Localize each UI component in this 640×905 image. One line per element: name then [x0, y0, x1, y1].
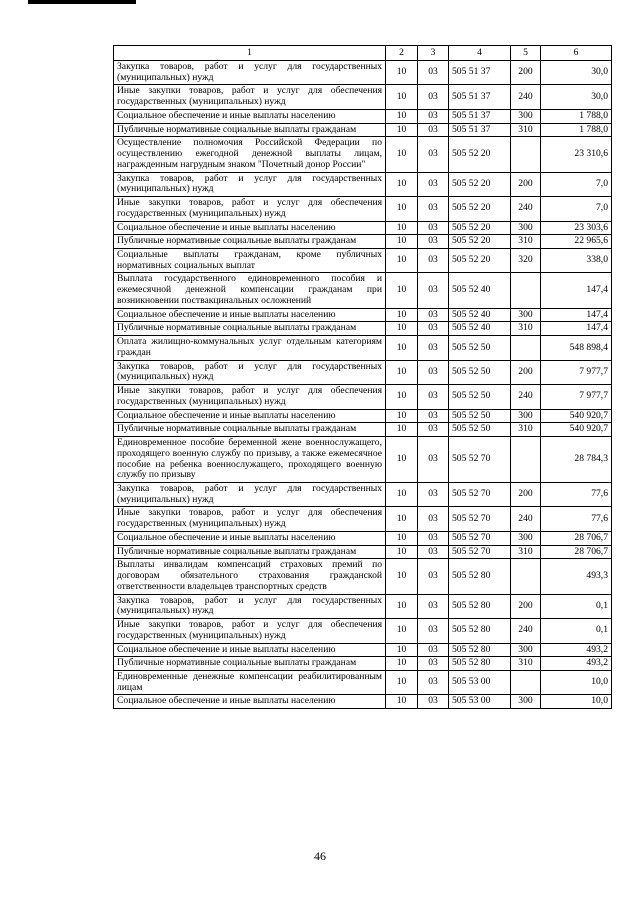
row-target-article-cell: 505 52 50: [449, 360, 511, 384]
table-row: [114, 594, 612, 618]
row-name-cell: Закупка товаров, работ и услуг для государственных (муниципальных) нужд: [114, 61, 386, 85]
row-section-cell: 10: [386, 137, 418, 172]
row-subsection-cell: 03: [418, 437, 449, 483]
table-row: [114, 273, 612, 308]
row-amount-cell: 7 977,7: [541, 360, 612, 384]
row-subsection-cell: 03: [418, 695, 449, 709]
row-subsection-cell: 03: [418, 531, 449, 545]
header-col-expense-type: 5: [511, 46, 541, 61]
row-section-cell: 10: [386, 197, 418, 221]
row-name-cell: Единовременные денежные компенсации реабилитированным лицам: [114, 670, 386, 694]
table-row: [114, 643, 612, 657]
table-row: [114, 385, 612, 409]
table-row: [114, 409, 612, 423]
row-expense-type-cell: 320: [511, 249, 541, 273]
header-col-section: 2: [386, 46, 418, 61]
row-section-cell: 10: [386, 385, 418, 409]
row-section-cell: 10: [386, 594, 418, 618]
row-subsection-cell: 03: [418, 137, 449, 172]
row-expense-type-cell: [511, 137, 541, 172]
row-amount-cell: 7 977,7: [541, 385, 612, 409]
row-section-cell: 10: [386, 437, 418, 483]
row-section-cell: 10: [386, 531, 418, 545]
row-section-cell: 10: [386, 85, 418, 109]
row-target-article-cell: 505 51 37: [449, 109, 511, 123]
row-subsection-cell: 03: [418, 482, 449, 506]
row-target-article-cell: 505 52 20: [449, 172, 511, 196]
row-expense-type-cell: 240: [511, 619, 541, 643]
row-target-article-cell: 505 53 00: [449, 695, 511, 709]
row-expense-type-cell: 240: [511, 385, 541, 409]
row-name-cell: Закупка товаров, работ и услуг для государственных (муниципальных) нужд: [114, 172, 386, 196]
row-name-cell: Закупка товаров, работ и услуг для государственных (муниципальных) нужд: [114, 360, 386, 384]
row-name-cell: Осуществление полномочия Российской Федерации по осуществлению ежегодной денежной выплаты лицам, награжденным нагрудным знаком "Почетный донор России": [114, 137, 386, 172]
page-number: 46: [314, 849, 326, 863]
row-subsection-cell: 03: [418, 385, 449, 409]
table-row: [114, 322, 612, 336]
table-row: [114, 670, 612, 694]
row-section-cell: 10: [386, 545, 418, 559]
row-section-cell: 10: [386, 423, 418, 437]
row-expense-type-cell: 300: [511, 221, 541, 235]
row-amount-cell: 147,4: [541, 308, 612, 322]
row-section-cell: 10: [386, 308, 418, 322]
row-section-cell: 10: [386, 360, 418, 384]
table-header-row: [114, 46, 612, 61]
row-subsection-cell: 03: [418, 249, 449, 273]
row-name-cell: Социальное обеспечение и иные выплаты населению: [114, 221, 386, 235]
table-row: [114, 308, 612, 322]
row-name-cell: Закупка товаров, работ и услуг для государственных (муниципальных) нужд: [114, 594, 386, 618]
row-name-cell: Единовременное пособие беременной жене военнослужащего, проходящего военную службу по призыву, а также ежемесячное пособие на ребенка военнослужащего, проходящего военную службу по призыву: [114, 437, 386, 483]
row-subsection-cell: 03: [418, 109, 449, 123]
row-expense-type-cell: 300: [511, 695, 541, 709]
row-name-cell: Иные закупки товаров, работ и услуг для обеспечения государственных (муниципальных) нужд: [114, 619, 386, 643]
row-subsection-cell: 03: [418, 197, 449, 221]
row-target-article-cell: 505 52 50: [449, 336, 511, 360]
row-name-cell: Социальное обеспечение и иные выплаты населению: [114, 643, 386, 657]
row-name-cell: Публичные нормативные социальные выплаты гражданам: [114, 123, 386, 137]
row-expense-type-cell: 310: [511, 322, 541, 336]
table-row: [114, 437, 612, 483]
row-amount-cell: 147,4: [541, 273, 612, 308]
table-row: [114, 137, 612, 172]
row-section-cell: 10: [386, 507, 418, 531]
row-amount-cell: 23 310,6: [541, 137, 612, 172]
row-expense-type-cell: 300: [511, 109, 541, 123]
row-expense-type-cell: 300: [511, 308, 541, 322]
row-subsection-cell: 03: [418, 670, 449, 694]
row-amount-cell: 28 706,7: [541, 531, 612, 545]
row-expense-type-cell: [511, 437, 541, 483]
row-amount-cell: 22 965,6: [541, 235, 612, 249]
row-target-article-cell: 505 52 20: [449, 221, 511, 235]
row-target-article-cell: 505 52 40: [449, 308, 511, 322]
table-row: [114, 360, 612, 384]
table-row: [114, 531, 612, 545]
row-amount-cell: 30,0: [541, 61, 612, 85]
row-subsection-cell: 03: [418, 423, 449, 437]
row-target-article-cell: 505 52 70: [449, 531, 511, 545]
row-expense-type-cell: 200: [511, 482, 541, 506]
row-section-cell: 10: [386, 109, 418, 123]
row-subsection-cell: 03: [418, 235, 449, 249]
row-subsection-cell: 03: [418, 172, 449, 196]
row-target-article-cell: 505 52 80: [449, 643, 511, 657]
table-row: [114, 123, 612, 137]
row-section-cell: 10: [386, 657, 418, 671]
row-section-cell: 10: [386, 235, 418, 249]
row-name-cell: Публичные нормативные социальные выплаты гражданам: [114, 545, 386, 559]
header-col-name: 1: [114, 46, 386, 61]
row-target-article-cell: 505 52 20: [449, 249, 511, 273]
row-target-article-cell: 505 52 50: [449, 423, 511, 437]
row-target-article-cell: 505 52 50: [449, 409, 511, 423]
row-name-cell: Публичные нормативные социальные выплаты гражданам: [114, 322, 386, 336]
row-target-article-cell: 505 51 37: [449, 123, 511, 137]
row-expense-type-cell: 310: [511, 423, 541, 437]
row-name-cell: Иные закупки товаров, работ и услуг для обеспечения государственных (муниципальных) нужд: [114, 197, 386, 221]
row-expense-type-cell: 310: [511, 657, 541, 671]
row-expense-type-cell: 200: [511, 172, 541, 196]
table-row: [114, 109, 612, 123]
row-section-cell: 10: [386, 336, 418, 360]
row-name-cell: Иные закупки товаров, работ и услуг для обеспечения государственных (муниципальных) нужд: [114, 507, 386, 531]
row-subsection-cell: 03: [418, 657, 449, 671]
table-row: [114, 507, 612, 531]
row-target-article-cell: 505 52 80: [449, 594, 511, 618]
row-expense-type-cell: 300: [511, 643, 541, 657]
row-name-cell: Оплата жилищно-коммунальных услуг отдельным категориям граждан: [114, 336, 386, 360]
row-amount-cell: 7,0: [541, 197, 612, 221]
row-section-cell: 10: [386, 695, 418, 709]
row-amount-cell: 7,0: [541, 172, 612, 196]
row-subsection-cell: 03: [418, 360, 449, 384]
row-expense-type-cell: 200: [511, 594, 541, 618]
row-expense-type-cell: 200: [511, 61, 541, 85]
row-section-cell: 10: [386, 172, 418, 196]
table-row: [114, 85, 612, 109]
row-subsection-cell: 03: [418, 619, 449, 643]
row-expense-type-cell: 240: [511, 197, 541, 221]
row-subsection-cell: 03: [418, 273, 449, 308]
row-name-cell: Выплата государственного единовременного пособия и ежемесячной денежной компенсации гражданам при возникновении поствакцинальных осложнений: [114, 273, 386, 308]
row-target-article-cell: 505 53 00: [449, 670, 511, 694]
row-name-cell: Публичные нормативные социальные выплаты гражданам: [114, 235, 386, 249]
row-amount-cell: 77,6: [541, 482, 612, 506]
row-target-article-cell: 505 52 40: [449, 273, 511, 308]
row-name-cell: Социальное обеспечение и иные выплаты населению: [114, 308, 386, 322]
row-section-cell: 10: [386, 670, 418, 694]
row-amount-cell: 10,0: [541, 670, 612, 694]
row-target-article-cell: 505 52 70: [449, 437, 511, 483]
row-section-cell: 10: [386, 273, 418, 308]
row-subsection-cell: 03: [418, 61, 449, 85]
table-row: [114, 559, 612, 594]
scan-edge-mark: [28, 0, 136, 4]
row-expense-type-cell: [511, 670, 541, 694]
row-amount-cell: 493,2: [541, 657, 612, 671]
row-subsection-cell: 03: [418, 409, 449, 423]
row-target-article-cell: 505 52 50: [449, 385, 511, 409]
row-expense-type-cell: 300: [511, 531, 541, 545]
row-amount-cell: 1 788,0: [541, 109, 612, 123]
row-subsection-cell: 03: [418, 559, 449, 594]
row-expense-type-cell: 300: [511, 409, 541, 423]
row-expense-type-cell: 240: [511, 507, 541, 531]
row-name-cell: Иные закупки товаров, работ и услуг для обеспечения государственных (муниципальных) нужд: [114, 85, 386, 109]
row-section-cell: 10: [386, 643, 418, 657]
row-subsection-cell: 03: [418, 545, 449, 559]
table-row: [114, 657, 612, 671]
row-target-article-cell: 505 52 70: [449, 507, 511, 531]
row-name-cell: Выплаты инвалидам компенсаций страховых премий по договорам обязательного страхования гражданской ответственности владельцев транспортных средств: [114, 559, 386, 594]
row-expense-type-cell: [511, 559, 541, 594]
row-name-cell: Социальное обеспечение и иные выплаты населению: [114, 695, 386, 709]
row-section-cell: 10: [386, 482, 418, 506]
row-name-cell: Публичные нормативные социальные выплаты гражданам: [114, 657, 386, 671]
row-name-cell: Социальные выплаты гражданам, кроме публичных нормативных социальных выплат: [114, 249, 386, 273]
row-target-article-cell: 505 52 80: [449, 619, 511, 643]
row-amount-cell: 28 784,3: [541, 437, 612, 483]
row-name-cell: Публичные нормативные социальные выплаты гражданам: [114, 423, 386, 437]
row-expense-type-cell: 200: [511, 360, 541, 384]
table-row: [114, 545, 612, 559]
row-amount-cell: 338,0: [541, 249, 612, 273]
row-target-article-cell: 505 51 37: [449, 85, 511, 109]
row-amount-cell: 540 920,7: [541, 409, 612, 423]
row-expense-type-cell: 240: [511, 85, 541, 109]
table-row: [114, 235, 612, 249]
row-section-cell: 10: [386, 559, 418, 594]
row-name-cell: Социальное обеспечение и иные выплаты населению: [114, 531, 386, 545]
row-amount-cell: 147,4: [541, 322, 612, 336]
table-row: [114, 695, 612, 709]
row-subsection-cell: 03: [418, 85, 449, 109]
row-subsection-cell: 03: [418, 336, 449, 360]
row-target-article-cell: 505 52 80: [449, 559, 511, 594]
row-expense-type-cell: [511, 273, 541, 308]
row-amount-cell: 23 303,6: [541, 221, 612, 235]
table-row: [114, 482, 612, 506]
row-target-article-cell: 505 52 40: [449, 322, 511, 336]
row-subsection-cell: 03: [418, 308, 449, 322]
row-subsection-cell: 03: [418, 507, 449, 531]
table-body: [114, 61, 612, 709]
row-section-cell: 10: [386, 61, 418, 85]
row-amount-cell: 540 920,7: [541, 423, 612, 437]
row-section-cell: 10: [386, 221, 418, 235]
row-expense-type-cell: 310: [511, 123, 541, 137]
header-col-target-article: 4: [449, 46, 511, 61]
row-amount-cell: 10,0: [541, 695, 612, 709]
row-target-article-cell: 505 52 70: [449, 482, 511, 506]
header-col-amount: 6: [541, 46, 612, 61]
table-row: [114, 221, 612, 235]
table-row: [114, 619, 612, 643]
budget-table: [113, 45, 612, 709]
row-target-article-cell: 505 52 70: [449, 545, 511, 559]
row-name-cell: Социальное обеспечение и иные выплаты населению: [114, 409, 386, 423]
row-subsection-cell: 03: [418, 322, 449, 336]
table-row: [114, 249, 612, 273]
row-amount-cell: 548 898,4: [541, 336, 612, 360]
row-amount-cell: 28 706,7: [541, 545, 612, 559]
row-amount-cell: 77,6: [541, 507, 612, 531]
row-target-article-cell: 505 52 20: [449, 197, 511, 221]
table-row: [114, 197, 612, 221]
table-row: [114, 423, 612, 437]
table-row: [114, 172, 612, 196]
row-target-article-cell: 505 52 20: [449, 137, 511, 172]
row-amount-cell: 493,3: [541, 559, 612, 594]
row-expense-type-cell: 310: [511, 545, 541, 559]
header-col-subsection: 3: [418, 46, 449, 61]
row-amount-cell: 1 788,0: [541, 123, 612, 137]
row-amount-cell: 0,1: [541, 594, 612, 618]
row-target-article-cell: 505 52 20: [449, 235, 511, 249]
row-amount-cell: 0,1: [541, 619, 612, 643]
row-subsection-cell: 03: [418, 643, 449, 657]
row-section-cell: 10: [386, 619, 418, 643]
row-subsection-cell: 03: [418, 123, 449, 137]
row-section-cell: 10: [386, 123, 418, 137]
row-target-article-cell: 505 52 80: [449, 657, 511, 671]
row-target-article-cell: 505 51 37: [449, 61, 511, 85]
table-row: [114, 336, 612, 360]
row-subsection-cell: 03: [418, 221, 449, 235]
row-name-cell: Иные закупки товаров, работ и услуг для обеспечения государственных (муниципальных) нужд: [114, 385, 386, 409]
row-section-cell: 10: [386, 322, 418, 336]
row-amount-cell: 30,0: [541, 85, 612, 109]
row-amount-cell: 493,2: [541, 643, 612, 657]
row-section-cell: 10: [386, 409, 418, 423]
table-row: [114, 61, 612, 85]
row-subsection-cell: 03: [418, 594, 449, 618]
row-name-cell: Закупка товаров, работ и услуг для государственных (муниципальных) нужд: [114, 482, 386, 506]
row-expense-type-cell: 310: [511, 235, 541, 249]
row-name-cell: Социальное обеспечение и иные выплаты населению: [114, 109, 386, 123]
row-section-cell: 10: [386, 249, 418, 273]
row-expense-type-cell: [511, 336, 541, 360]
